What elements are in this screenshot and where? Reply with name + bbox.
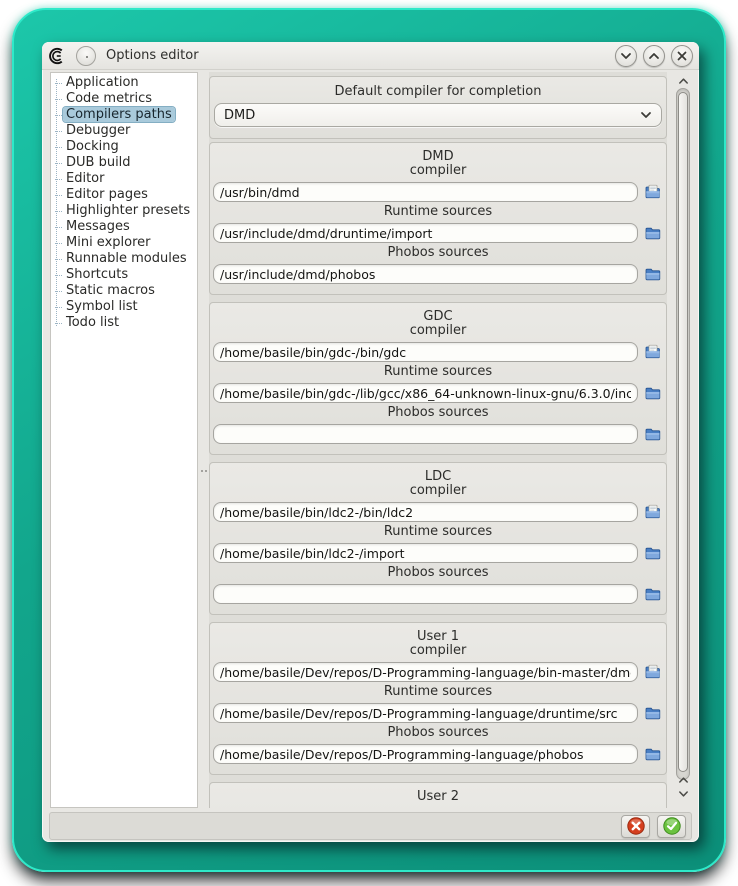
- compiler-group-gdc: [209, 302, 667, 455]
- sidebar-item-label: Highlighter presets: [66, 203, 191, 218]
- field-row: [210, 543, 666, 563]
- window-menu-button[interactable]: [76, 46, 96, 66]
- sidebar-item-static-macros[interactable]: [63, 283, 197, 299]
- sidebar-item-label: Runnable modules: [66, 251, 187, 266]
- field-label: Phobos sources: [387, 725, 489, 740]
- sidebar-item-label: Editor: [66, 171, 105, 186]
- field-row: [210, 703, 666, 723]
- field-label: Runtime sources: [383, 364, 493, 379]
- open-file-folder-icon[interactable]: [643, 342, 663, 362]
- ldc-runtime-sources-input[interactable]: [213, 543, 638, 563]
- cancel-button[interactable]: [621, 815, 650, 838]
- scroll-up-button[interactable]: [672, 74, 694, 87]
- sidebar-item-editor-pages[interactable]: [63, 187, 197, 203]
- titlebar[interactable]: [42, 42, 699, 70]
- field-row: [210, 424, 666, 444]
- sidebar-item-label: Docking: [66, 139, 119, 154]
- categories-tree: [50, 72, 198, 808]
- sidebar-item-label: Debugger: [66, 123, 131, 138]
- field-row: [210, 182, 666, 202]
- sidebar-item-dub-build[interactable]: [63, 155, 197, 171]
- compiler-group-user-1: [209, 622, 667, 775]
- folder-icon[interactable]: [643, 383, 663, 403]
- user-1-runtime-sources-input[interactable]: [213, 703, 638, 723]
- scrollbar-track[interactable]: [676, 88, 690, 780]
- group-title: Default compiler for completion: [334, 84, 542, 99]
- field-label: Phobos sources: [387, 405, 489, 420]
- footer-bar: [49, 812, 692, 840]
- sidebar-item-debugger[interactable]: [63, 123, 197, 139]
- field-label: compiler: [409, 323, 467, 338]
- default-compiler-select[interactable]: [214, 103, 662, 127]
- chevron-down-icon: [640, 108, 652, 123]
- sidebar-item-label: Messages: [66, 219, 130, 234]
- folder-icon[interactable]: [643, 223, 663, 243]
- compilers-paths-panel: [209, 72, 667, 808]
- maximize-button[interactable]: [643, 45, 665, 67]
- field-row: [210, 662, 666, 682]
- folder-icon[interactable]: [643, 424, 663, 444]
- sidebar-item-label: Editor pages: [66, 187, 148, 202]
- window-frame-decoration: [12, 8, 726, 872]
- field-label: Phobos sources: [387, 565, 489, 580]
- sidebar-item-highlighter-presets[interactable]: [63, 203, 197, 219]
- field-label: compiler: [409, 643, 467, 658]
- gdc-runtime-sources-input[interactable]: [213, 383, 638, 403]
- folder-icon[interactable]: [643, 703, 663, 723]
- field-row: [210, 264, 666, 284]
- default-compiler-group: [209, 76, 667, 139]
- gdc-phobos-sources-input[interactable]: [213, 424, 638, 444]
- dmd-phobos-sources-input[interactable]: [213, 264, 638, 284]
- field-row: [210, 223, 666, 243]
- ldc-phobos-sources-input[interactable]: [213, 584, 638, 604]
- group-title: User 1: [416, 629, 460, 644]
- gdc-compiler-input[interactable]: [213, 342, 638, 362]
- folder-icon[interactable]: [643, 584, 663, 604]
- scroll-down-button[interactable]: [672, 787, 694, 800]
- open-file-folder-icon[interactable]: [643, 182, 663, 202]
- compiler-groups: [209, 142, 667, 808]
- field-row: [210, 744, 666, 764]
- group-title: GDC: [423, 309, 453, 324]
- default-compiler-value: DMD: [224, 107, 256, 123]
- accept-button[interactable]: [657, 815, 686, 838]
- coedit-logo-icon: [48, 47, 66, 65]
- window-title: Options editor: [106, 48, 199, 63]
- sidebar-item-label: Static macros: [66, 283, 155, 298]
- open-file-folder-icon[interactable]: [643, 662, 663, 682]
- sidebar-item-editor[interactable]: [63, 171, 197, 187]
- vertical-scrollbar[interactable]: [672, 72, 694, 808]
- sidebar-item-label: DUB build: [66, 155, 131, 170]
- sidebar-item-label: Todo list: [66, 315, 120, 330]
- group-title: LDC: [424, 469, 452, 484]
- group-title: DMD: [422, 149, 454, 164]
- sidebar-item-compilers-paths[interactable]: [63, 107, 197, 123]
- close-button[interactable]: [671, 45, 693, 67]
- field-row: [210, 502, 666, 522]
- sidebar-item-label: Application: [66, 75, 139, 90]
- group-title: User 2: [416, 789, 460, 804]
- compiler-group-user-2: [209, 782, 667, 808]
- sidebar-item-label: Shortcuts: [66, 267, 129, 282]
- user-1-compiler-input[interactable]: [213, 662, 638, 682]
- sidebar-item-label: Symbol list: [66, 299, 138, 314]
- ldc-compiler-input[interactable]: [213, 502, 638, 522]
- sidebar-item-label: Code metrics: [66, 91, 153, 106]
- field-label: Runtime sources: [383, 524, 493, 539]
- folder-icon[interactable]: [643, 264, 663, 284]
- sidebar-item-label: Compilers paths: [63, 107, 175, 122]
- folder-icon[interactable]: [643, 744, 663, 764]
- scroll-up-button-bottom[interactable]: [672, 773, 694, 786]
- field-label: Runtime sources: [383, 684, 493, 699]
- field-label: Phobos sources: [387, 245, 489, 260]
- categories-list: [51, 73, 197, 331]
- dmd-compiler-input[interactable]: [213, 182, 638, 202]
- sidebar-item-runnable-modules[interactable]: [63, 251, 197, 267]
- titlebar-buttons: [615, 45, 695, 67]
- sidebar-item-application[interactable]: [63, 75, 197, 91]
- sidebar-item-mini-explorer[interactable]: [63, 235, 197, 251]
- options-editor-window: [42, 42, 699, 842]
- splitter-handle[interactable]: [198, 72, 209, 808]
- compiler-group-ldc: [209, 462, 667, 615]
- minimize-button[interactable]: [615, 45, 637, 67]
- dmd-runtime-sources-input[interactable]: [213, 223, 638, 243]
- sidebar-item-shortcuts[interactable]: [63, 267, 197, 283]
- sidebar-item-label: Mini explorer: [66, 235, 151, 250]
- sidebar-item-docking[interactable]: [63, 139, 197, 155]
- field-label: compiler: [409, 483, 467, 498]
- field-row: [210, 584, 666, 604]
- field-label: Runtime sources: [383, 204, 493, 219]
- scrollbar-thumb[interactable]: [678, 92, 688, 772]
- field-row: [210, 342, 666, 362]
- sidebar-item-todo-list[interactable]: [63, 315, 197, 331]
- folder-icon[interactable]: [643, 543, 663, 563]
- sidebar-item-messages[interactable]: [63, 219, 197, 235]
- field-row: [210, 383, 666, 403]
- compiler-group-dmd: [209, 142, 667, 295]
- field-label: compiler: [409, 163, 467, 178]
- user-1-phobos-sources-input[interactable]: [213, 744, 638, 764]
- sidebar-item-symbol-list[interactable]: [63, 299, 197, 315]
- footer-buttons: [621, 815, 686, 838]
- sidebar-item-code-metrics[interactable]: [63, 91, 197, 107]
- open-file-folder-icon[interactable]: [643, 502, 663, 522]
